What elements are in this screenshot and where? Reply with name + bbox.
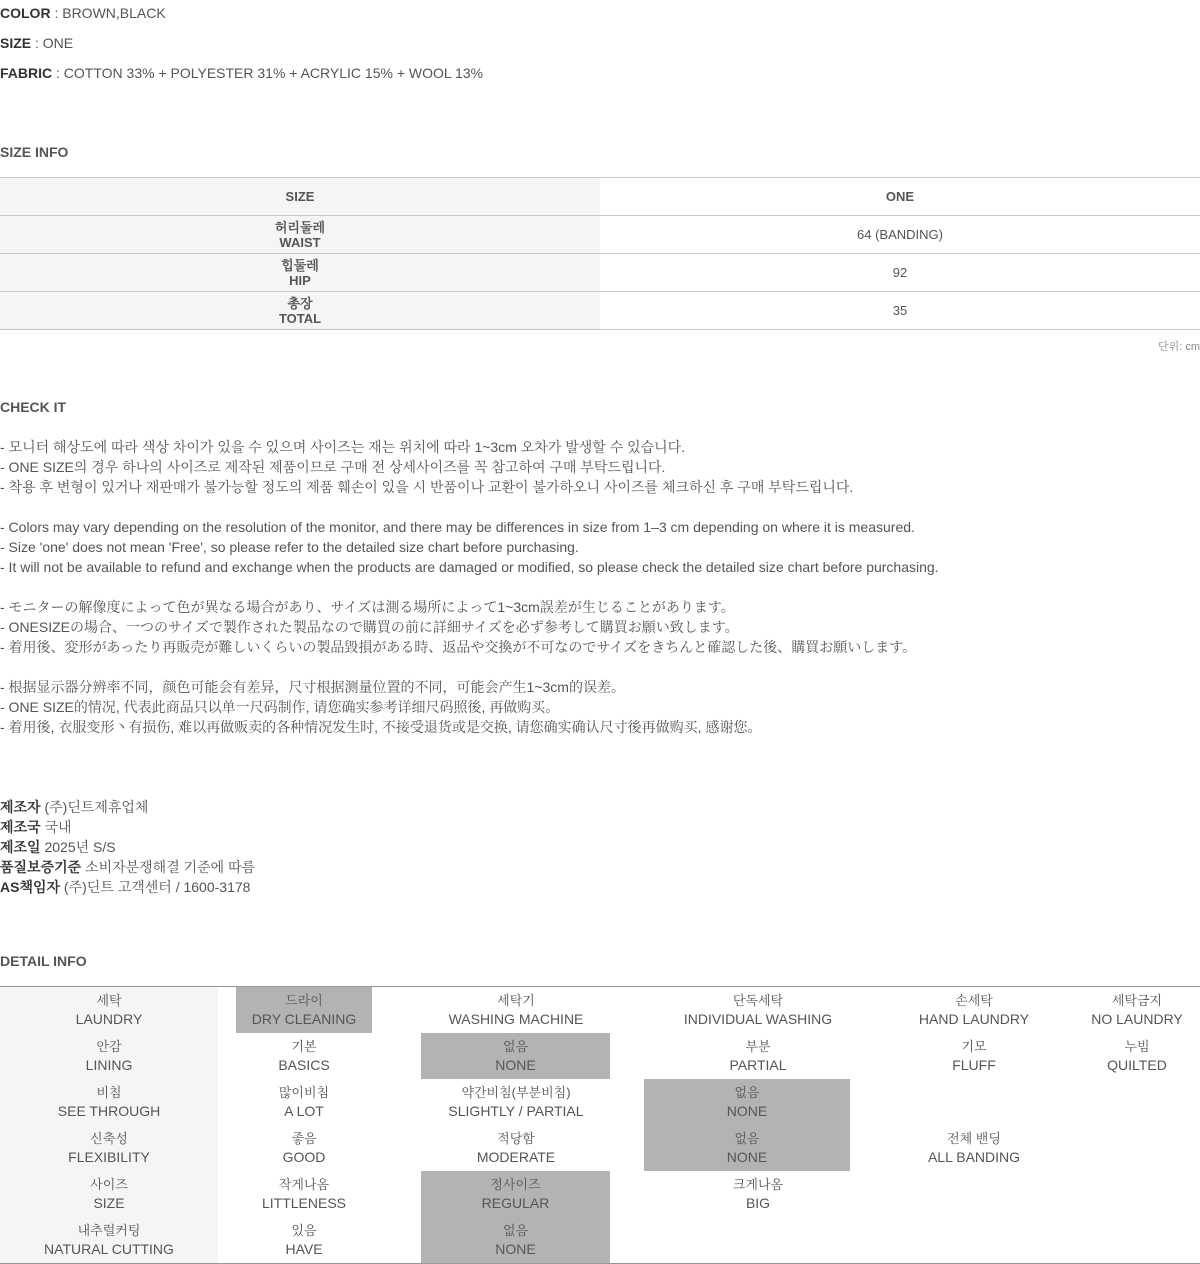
detail-row-label — [0, 1171, 218, 1217]
color-spec — [0, 5, 166, 21]
detail-option-selected — [642, 1079, 874, 1125]
detail-option — [1074, 1033, 1200, 1079]
row-label — [0, 216, 600, 254]
size-header-value: ONE — [600, 178, 1200, 216]
fabric-spec — [0, 65, 483, 81]
detail-label-ko: 안감 — [96, 1039, 122, 1054]
detail-option — [1074, 1217, 1200, 1264]
option-ko: 많이비침 — [278, 1085, 330, 1100]
detail-label-en: LAUNDRY — [75, 1011, 143, 1027]
option-ko: 기모 — [961, 1039, 987, 1054]
maker-label: 제조일 — [0, 839, 41, 855]
selected-highlight — [421, 1171, 610, 1217]
size-table — [0, 177, 1200, 330]
note-line: - 着用後、変形があったり再販売が難しいくらいの製品毀損がある時、返品や交換が不可なのでサイズをきちんと確認した後、購買お願いします。 — [0, 639, 917, 655]
row-value: 92 — [600, 254, 1200, 292]
option-en: INDIVIDUAL WASHING — [683, 1011, 833, 1027]
detail-row-label — [0, 1033, 218, 1079]
option-en: BIG — [745, 1195, 771, 1211]
detail-option — [218, 1125, 390, 1171]
note-line: - ONE SIZE의 경우 하나의 사이즈로 제작된 제품이므로 구매 전 상세사이즈를 꼭 참고하여 구매 부탁드립니다. — [0, 459, 666, 475]
detail-option-selected — [390, 1033, 642, 1079]
option-ko: 없음 — [734, 1131, 760, 1146]
option-ko: 드라이 — [285, 993, 323, 1008]
maker-row — [0, 797, 255, 817]
option-en: NONE — [726, 1103, 768, 1119]
detail-row-label — [0, 987, 218, 1034]
notes-english — [0, 517, 939, 577]
detail-label-en: FLEXIBILITY — [68, 1149, 150, 1165]
note-line: - モニターの解像度によって色が異なる場合があり、サイズは測る場所によって1~3cm誤差が生じることがあります。 — [0, 599, 735, 615]
detail-option — [874, 1217, 1074, 1264]
detail-label-en: NATURAL CUTTING — [44, 1241, 174, 1257]
maker-row — [0, 817, 255, 837]
option-en: REGULAR — [481, 1195, 550, 1211]
option-ko: 없음 — [502, 1039, 529, 1054]
option-en: NONE — [495, 1241, 536, 1257]
detail-label-ko: 신축성 — [90, 1131, 128, 1146]
detail-option — [874, 1125, 1074, 1171]
color-label: COLOR — [0, 5, 51, 21]
option-ko: 기본 — [291, 1039, 317, 1054]
maker-value: (주)딘트제휴업체 — [40, 799, 149, 815]
option-en: GOOD — [282, 1149, 326, 1165]
note-line: - It will not be available to refund and exchange when the products are damaged or modified, so please check the detailed size chart before purchasing. — [0, 559, 939, 575]
detail-row — [0, 1125, 1200, 1171]
option-en: NO LAUNDRY — [1091, 1011, 1183, 1027]
detail-option — [642, 1033, 874, 1079]
note-line: - 착용 후 변형이 있거나 재판매가 불가능할 정도의 제품 훼손이 있을 시 반품이나 교환이 불가하오니 사이즈를 체크하신 후 구매 부탁드립니다. — [0, 479, 854, 495]
maker-value: 소비자분쟁해결 기준에 따름 — [81, 859, 256, 875]
detail-option — [1074, 1079, 1200, 1125]
detail-row — [0, 987, 1200, 1034]
detail-option-selected — [390, 1217, 642, 1264]
maker-value: 2025년 S/S — [40, 839, 116, 855]
maker-label: 제조자 — [0, 799, 41, 815]
option-en: WASHING MACHINE — [448, 1011, 584, 1027]
detail-option — [874, 1079, 1074, 1125]
detail-row — [0, 1217, 1200, 1264]
option-en: FLUFF — [952, 1057, 996, 1073]
note-line: - Size 'one' does not mean 'Free', so please refer to the detailed size chart before purchasing. — [0, 539, 579, 555]
check-it-title: CHECK IT — [0, 399, 67, 415]
size-label: SIZE — [0, 35, 32, 51]
option-ko: 크게나옴 — [732, 1177, 784, 1192]
option-ko: 있음 — [291, 1223, 317, 1238]
detail-option — [218, 1217, 390, 1264]
selected-highlight — [644, 1079, 850, 1125]
table-row — [0, 254, 1200, 292]
maker-label: 품질보증기준 — [0, 859, 82, 875]
detail-option — [874, 1171, 1074, 1217]
size-table-header — [0, 178, 1200, 216]
detail-label-ko: 비침 — [96, 1085, 122, 1100]
option-en: MODERATE — [476, 1149, 556, 1165]
maker-row — [0, 857, 255, 877]
maker-label: 제조국 — [0, 819, 41, 835]
option-en: HAND LAUNDRY — [918, 1011, 1030, 1027]
size-value: : ONE — [31, 35, 74, 51]
option-ko: 손세탁 — [955, 993, 993, 1008]
row-label-ko: 허리둘레 — [274, 219, 326, 235]
option-ko: 세탁기 — [497, 993, 535, 1008]
row-label-en: WAIST — [279, 234, 321, 250]
fabric-label: FABRIC — [0, 65, 53, 81]
option-en: DRY CLEANING — [251, 1011, 357, 1027]
detail-label-ko: 내추럴커팅 — [77, 1223, 141, 1238]
selected-highlight — [421, 1033, 610, 1079]
table-row — [0, 292, 1200, 330]
detail-label-en: SEE THROUGH — [57, 1103, 161, 1119]
maker-row — [0, 877, 255, 897]
row-label-en: TOTAL — [278, 310, 322, 326]
detail-label-ko: 세탁 — [96, 993, 122, 1008]
detail-option-selected — [218, 987, 390, 1034]
option-ko: 단독세탁 — [732, 993, 784, 1008]
maker-row — [0, 837, 255, 857]
detail-option-selected — [390, 1171, 642, 1217]
maker-label: AS책임자 — [0, 879, 61, 895]
selected-highlight — [236, 987, 372, 1033]
note-line: - ONE SIZE的情况, 代表此商品只以单一尺码制作, 请您确实参考详细尺码照後, 再做购买。 — [0, 699, 560, 715]
detail-label-en: LINING — [85, 1057, 133, 1073]
row-value: 35 — [600, 292, 1200, 330]
row-label-ko: 힙둘레 — [281, 257, 319, 273]
detail-table — [0, 986, 1200, 1264]
notes-chinese — [0, 677, 761, 737]
color-value: : BROWN,BLACK — [50, 5, 166, 21]
detail-option — [874, 987, 1074, 1034]
option-ko: 없음 — [734, 1085, 760, 1100]
detail-row — [0, 1033, 1200, 1079]
note-line: - 모니터 해상도에 따라 색상 차이가 있을 수 있으며 사이즈는 재는 위치에 따라 1~3cm 오차가 발생할 수 있습니다. — [0, 439, 686, 455]
option-ko: 전체 밴딩 — [947, 1131, 1001, 1146]
size-info-title: SIZE INFO — [0, 144, 69, 160]
option-en: LITTLENESS — [261, 1195, 347, 1211]
option-en: BASICS — [278, 1057, 330, 1073]
option-ko: 정사이즈 — [490, 1177, 541, 1192]
selected-highlight — [421, 1217, 610, 1263]
note-line: - Colors may vary depending on the resolution of the monitor, and there may be differences in size from 1–3 cm depending on where it is measured. — [0, 519, 915, 535]
row-label-ko: 총장 — [287, 295, 313, 311]
option-en: NONE — [495, 1057, 536, 1073]
row-label-en: HIP — [289, 272, 311, 288]
option-en: ALL BANDING — [927, 1149, 1021, 1165]
detail-option — [218, 1033, 390, 1079]
option-ko: 세탁금지 — [1111, 993, 1163, 1008]
note-line: - 着用後, 衣服变形丶有损伤, 难以再做贩卖的各种情况发生时, 不接受退货或是交换, 请您确实确认尺寸後再做购买, 感谢您。 — [0, 719, 762, 735]
detail-option — [218, 1171, 390, 1217]
detail-option — [390, 1079, 642, 1125]
option-ko: 좋음 — [291, 1131, 317, 1146]
option-ko: 적당함 — [497, 1131, 535, 1146]
row-label — [0, 292, 600, 330]
row-label — [0, 254, 600, 292]
fabric-value: : COTTON 33% + POLYESTER 31% + ACRYLIC 15% + WOOL 13% — [52, 65, 484, 81]
detail-option-selected — [642, 1125, 874, 1171]
option-ko: 없음 — [502, 1223, 529, 1238]
detail-row — [0, 1171, 1200, 1217]
option-en: HAVE — [285, 1241, 323, 1257]
detail-row-label — [0, 1125, 218, 1171]
detail-label-ko: 사이즈 — [90, 1177, 128, 1192]
option-en: PARTIAL — [729, 1057, 787, 1073]
detail-option — [390, 1125, 642, 1171]
detail-label-en: SIZE — [93, 1195, 125, 1211]
detail-option — [642, 1171, 874, 1217]
option-ko: 부분 — [745, 1039, 771, 1054]
notes-japanese — [0, 597, 916, 657]
detail-option — [874, 1033, 1074, 1079]
maker-value: 국내 — [40, 819, 72, 835]
option-ko: 약간비침(부분비침) — [461, 1085, 571, 1100]
note-line: - ONESIZEの場合、一つのサイズで製作された製品なので購買の前に詳細サイズを必ず参考して購買お願い致します。 — [0, 619, 739, 635]
detail-row-label — [0, 1217, 218, 1264]
detail-option — [1074, 987, 1200, 1034]
detail-option — [642, 987, 874, 1034]
detail-option — [642, 1217, 874, 1264]
option-en: A LOT — [284, 1103, 324, 1119]
unit-note: 단위: cm — [1157, 341, 1200, 353]
size-spec — [0, 35, 73, 51]
maker-info — [0, 797, 255, 897]
detail-row — [0, 1079, 1200, 1125]
option-en: QUILTED — [1107, 1057, 1167, 1073]
detail-info-title: DETAIL INFO — [0, 953, 87, 969]
note-line: - 根据显示器分辨率不同，颜色可能会有差异，尺寸根据测量位置的不同，可能会产生1~3cm的误差。 — [0, 679, 625, 695]
notes-korean — [0, 437, 853, 497]
detail-option — [218, 1079, 390, 1125]
option-en: SLIGHTLY / PARTIAL — [448, 1103, 584, 1119]
option-ko: 작게나옴 — [278, 1177, 330, 1192]
size-header-label: SIZE — [0, 178, 600, 216]
detail-option — [1074, 1125, 1200, 1171]
option-ko: 누빔 — [1124, 1039, 1150, 1054]
table-row — [0, 216, 1200, 254]
row-value: 64 (BANDING) — [600, 216, 1200, 254]
detail-option — [390, 987, 642, 1034]
option-en: NONE — [726, 1149, 768, 1165]
maker-value: (주)딘트 고객센터 / 1600-3178 — [60, 879, 251, 895]
detail-option — [1074, 1171, 1200, 1217]
selected-highlight — [644, 1125, 850, 1171]
detail-row-label — [0, 1079, 218, 1125]
